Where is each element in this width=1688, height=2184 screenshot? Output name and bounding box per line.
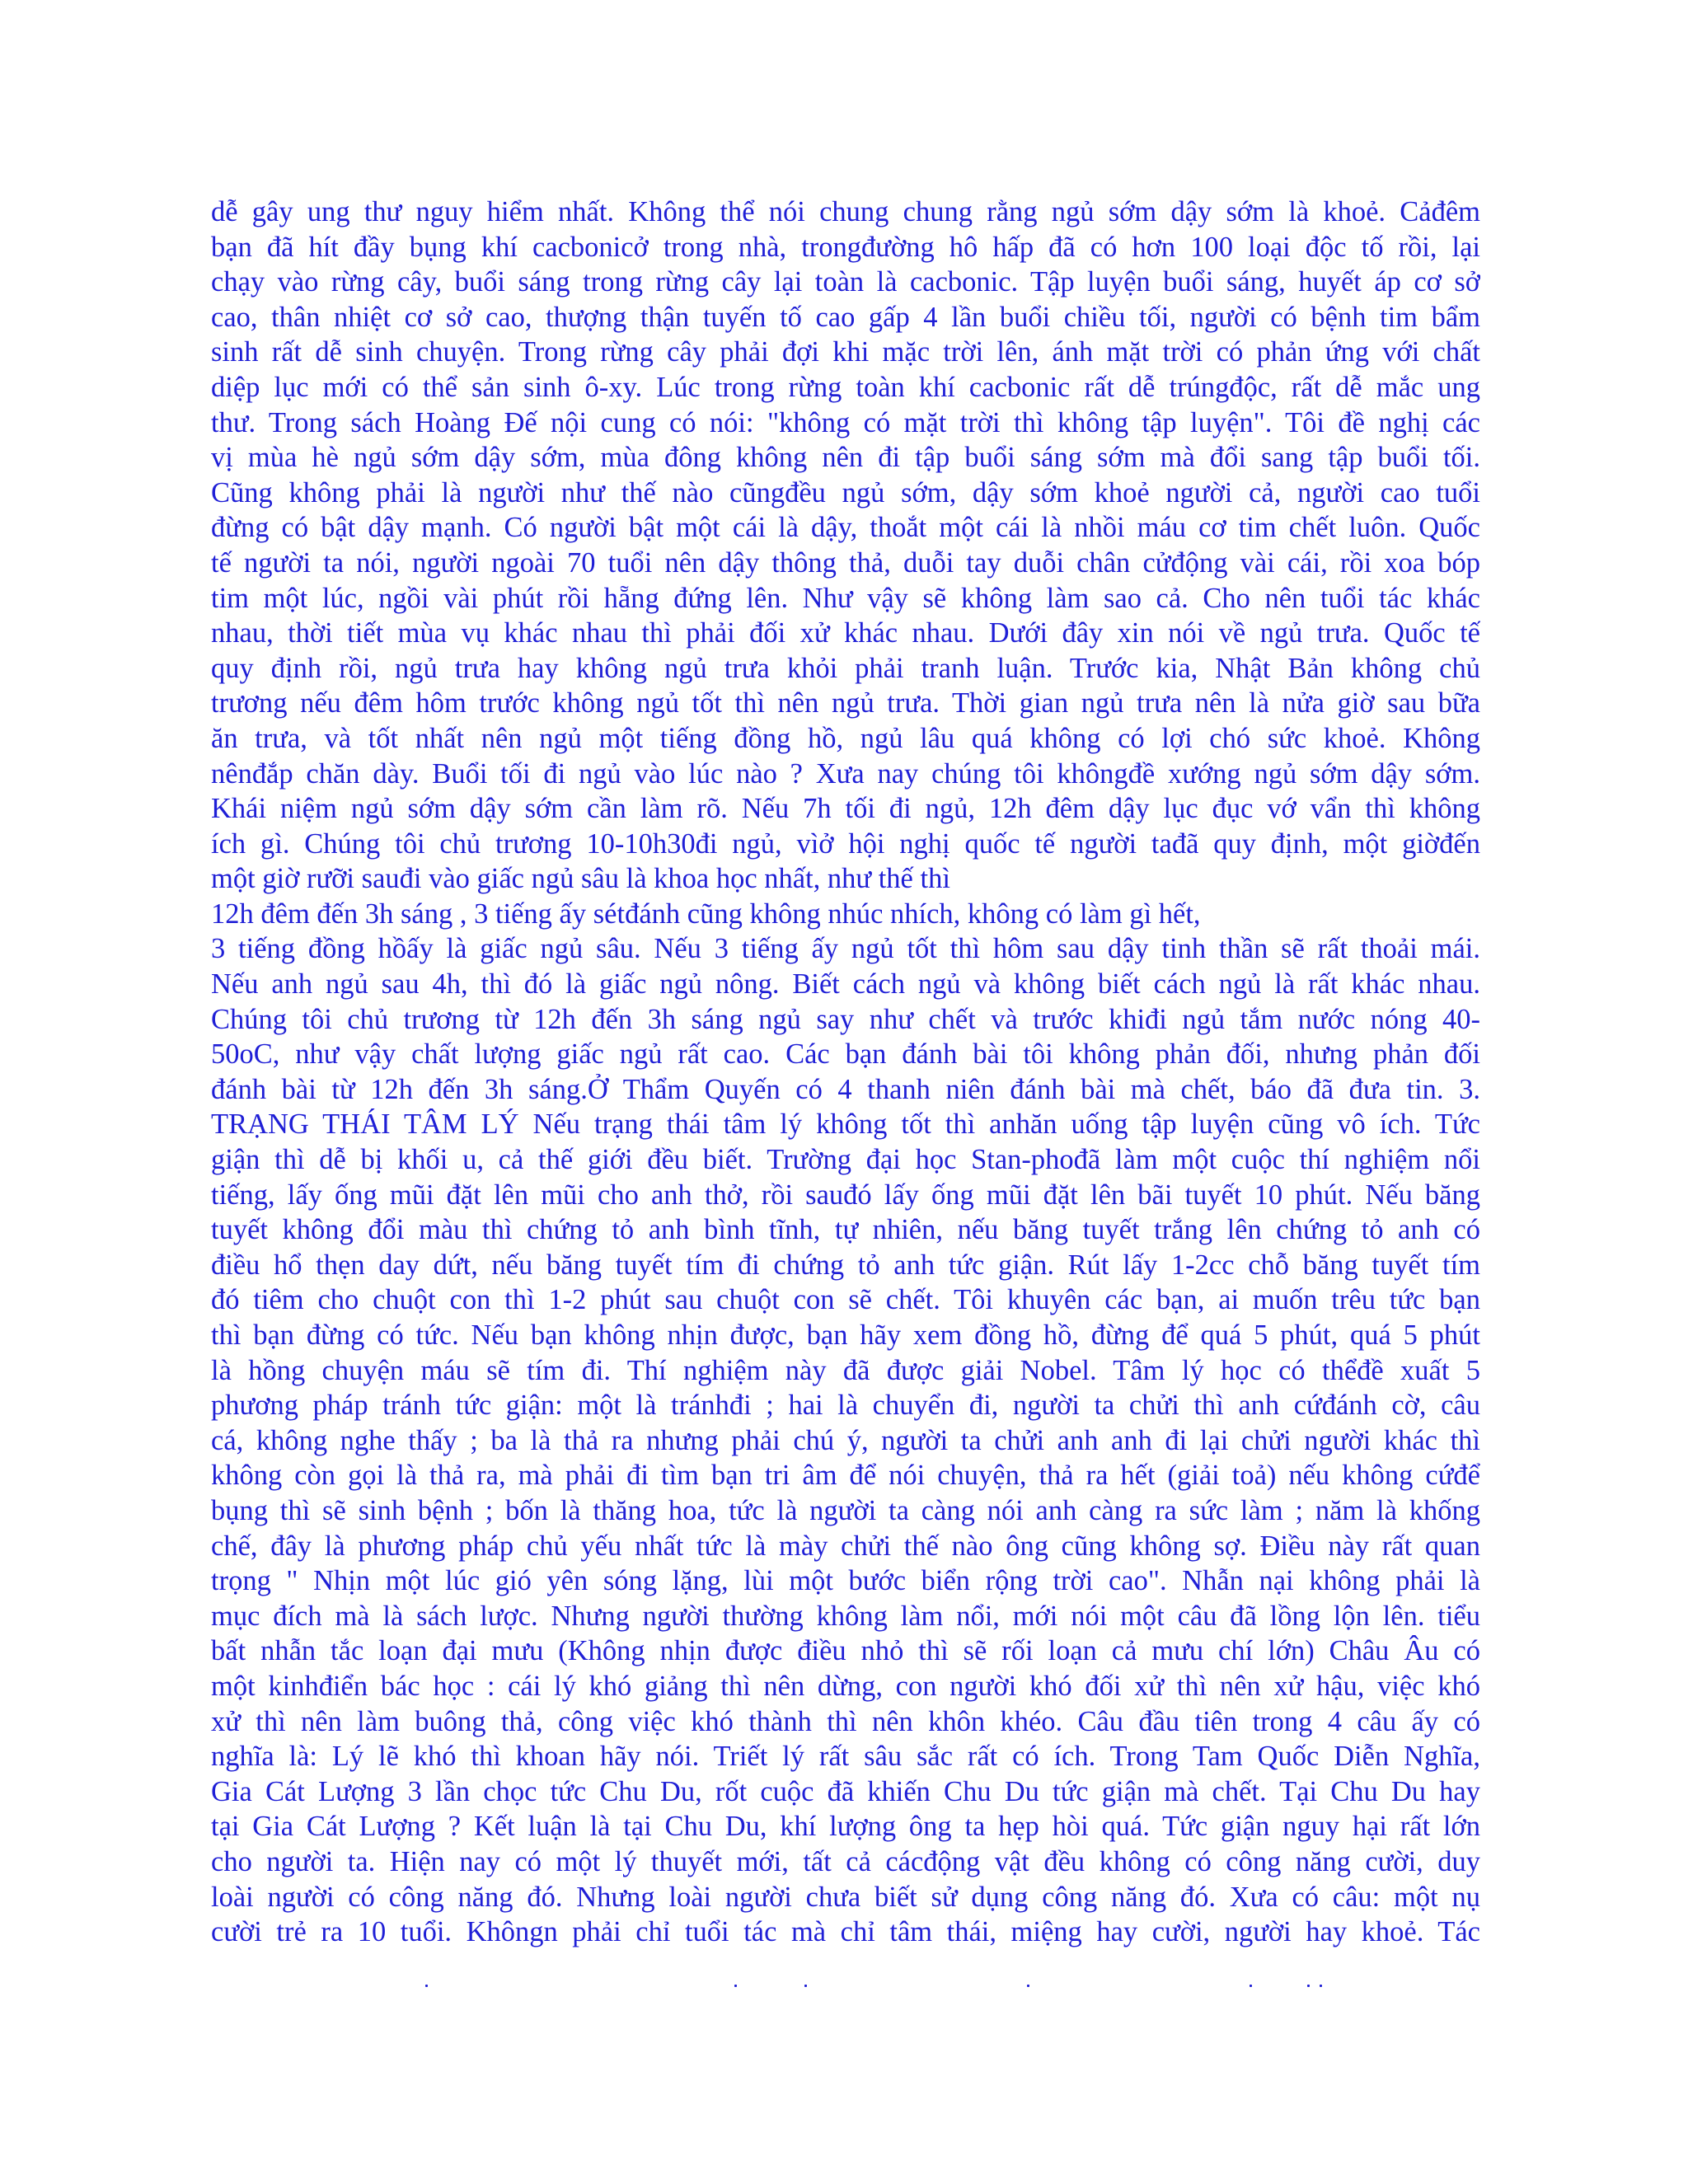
text-line: dễ gây ung thư nguy hiểm nhất. Không thể nói chung chung rằng ngủ sớm dậy sớm là khoẻ. Cảđêm	[211, 196, 1480, 227]
text-line: 12h đêm đến 3h sáng , 3 tiếng ấy sétđánh cũng không nhúc nhích, không có làm gì hết,	[211, 898, 1201, 930]
text-line: tế người ta nói, người ngoài 70 tuổi nên dậy thông thả, duỗi tay duỗi chân cửđộng vài cái, rồi xoa bóp	[211, 546, 1480, 579]
text-line: nênđắp chăn dày. Buổi tối đi ngủ vào lúc nào ? Xưa nay chúng tôi khôngđề xướng ngủ sớm dậy sớm.	[211, 757, 1480, 790]
text-line: Cũng không phải là người như thế nào cũngđều ngủ sớm, dậy sớm khoẻ người cả, người cao tuổi	[211, 476, 1480, 509]
text-line: không còn gọi là thả ra, mà phải đi tìm bạn tri âm để nói chuyện, thả ra hết (giải toả) nếu không cứđể	[211, 1460, 1480, 1492]
cut-off-glyph	[734, 1985, 737, 1987]
cut-off-glyph	[1250, 1985, 1252, 1987]
cut-off-glyph	[1307, 1985, 1310, 1987]
text-line: bụng thì sẽ sinh bệnh ; bốn là thăng hoa, tức là người ta càng nói anh càng ra sức làm ; năm là khống	[211, 1494, 1480, 1526]
text-line: sinh rất dễ sinh chuyện. Trong rừng cây phải đợi khi mặc trời lên, ánh mặt trời có phản ứng với chất	[211, 336, 1480, 368]
text-line: bạn đã hít đầy bụng khí cacbonicở trong nhà, trongđường hô hấp đã có hơn 100 loại độc tố rồi, lại	[211, 231, 1480, 263]
text-line: tuyết không đổi màu thì chứng tỏ anh bình tĩnh, tự nhiên, nếu băng tuyết trắng lên chứng tỏ anh có	[211, 1214, 1480, 1246]
text-line: thì bạn đừng có tức. Nếu bạn không nhịn được, bạn hãy xem đồng hồ, đừng để quá 5 phút, quá 5 phút	[211, 1319, 1480, 1351]
text-line: phương pháp tránh tức giận: một là tránhđi ; hai là chuyển đi, người ta chửi thì anh cứđánh cờ, câu	[211, 1390, 1480, 1422]
text-line: đó tiêm cho chuột con thì 1-2 phút sau chuột con sẽ chết. Tôi khuyên các bạn, ai muốn trêu tức bạn	[211, 1284, 1480, 1316]
text-line: chạy vào rừng cây, buổi sáng trong rừng cây lại toàn là cacbonic. Tập luyện buổi sáng, huyết áp cơ sở	[211, 266, 1480, 298]
text-line: mục đích mà là sách lược. Nhưng người thường không làm nổi, mới nói một câu đã lồng lộn lên. tiểu	[211, 1600, 1480, 1632]
text-line: tim một lúc, ngồi vài phút rồi hẵng đứng lên. Như vậy sẽ không làm sao cả. Cho nên tuổi tác khác	[211, 582, 1480, 614]
text-line: TRẠNG THÁI TÂM LÝ Nếu trạng thái tâm lý không tốt thì anhăn uống tập luyện cũng vô ích. Tức	[211, 1108, 1480, 1141]
text-line: bất nhẫn tắc loạn đại mưu (Không nhịn được điều nhỏ thì sẽ rối loạn cả mưu chí lớn) Châu Âu có	[211, 1635, 1480, 1667]
text-line: một giờ rưỡi sauđi vào giấc ngủ sâu là khoa học nhất, như thế thì	[211, 863, 950, 895]
text-line: nhau, thời tiết mùa vụ khác nhau thì phải đối xử khác nhau. Dưới đây xin nói về ngủ trưa. Quốc tế	[211, 617, 1480, 649]
text-line: tại Gia Cát Lượng ? Kết luận là tại Chu Du, khí lượng ông ta hẹp hòi quá. Tức giận nguy hại rất lớn	[211, 1811, 1480, 1843]
cut-off-glyph	[804, 1985, 807, 1987]
text-line: chế, đây là phương pháp chủ yếu nhất tức là mày chửi thế nào ông cũng không sợ. Điều này rất quan	[211, 1530, 1480, 1562]
cut-off-glyph	[1027, 1985, 1029, 1987]
text-line: cho người ta. Hiện nay có một lý thuyết mới, tất cả cácđộng vật đều không có công năng cười, duy	[211, 1845, 1480, 1877]
text-line: tiếng, lấy ống mũi đặt lên mũi cho anh thở, rồi sauđó lấy ống mũi đặt lên bãi tuyết 10 phút. Nếu băng	[211, 1179, 1480, 1211]
text-line: thư. Trong sách Hoàng Đế nội cung có nói: "không có mặt trời thì không tập luyện". Tôi đề nghị các	[211, 406, 1480, 438]
text-line: là hồng chuyện máu sẽ tím đi. Thí nghiệm này đã được giải Nobel. Tâm lý học có thểđề xuất 5	[211, 1354, 1480, 1386]
text-line: Nếu anh ngủ sau 4h, thì đó là giấc ngủ nông. Biết cách ngủ và không biết cách ngủ là rất khác nhau.	[211, 968, 1480, 1001]
text-line: trọng " Nhịn một lúc gió yên sóng lặng, lùi một bước biển rộng trời cao". Nhẫn nại không phải là	[211, 1565, 1480, 1597]
text-line: đánh bài từ 12h đến 3h sáng.Ở Thẩm Quyến có 4 thanh niên đánh bài mà chết, báo đã đưa tin. 3.	[211, 1073, 1480, 1105]
text-line: Khái niệm ngủ sớm dậy sớm cần làm rõ. Nếu 7h tối đi ngủ, 12h đêm dậy lục đục vớ vẩn thì không	[211, 793, 1480, 825]
text-line: vị mùa hè ngủ sớm dậy sớm, mùa đông không nên đi tập buổi sáng sớm mà đổi sang tập buổi tối.	[211, 442, 1480, 474]
text-line: 50oC, như vậy chất lượng giấc ngủ rất cao. Các bạn đánh bài tôi không phản đối, nhưng phản đối	[211, 1038, 1480, 1071]
text-line: cao, thân nhiệt cơ sở cao, thượng thận tuyến tố cao gấp 4 lần buổi chiều tối, người có bệnh tim bẩm	[211, 301, 1480, 333]
text-line: quy định rồi, ngủ trưa hay không ngủ trưa khỏi phải tranh luận. Trước kia, Nhật Bản không chủ	[211, 652, 1480, 684]
text-line: đừng có bật dậy mạnh. Có người bật một cái là dậy, thoắt một cái là nhồi máu cơ tim chết luôn. Quốc	[211, 512, 1480, 544]
text-line: cười trẻ ra 10 tuổi. Khôngn phải chỉ tuổi tác mà chỉ tâm thái, miệng hay cười, người hay khoẻ. Tác	[211, 1916, 1480, 1948]
text-line: diệp lục mới có thể sản sinh ô-xy. Lúc trong rừng toàn khí cacbonic rất dễ trúngđộc, rất dễ mắc ung	[211, 371, 1480, 403]
text-line: trương nếu đêm hôm trước không ngủ tốt thì nên ngủ trưa. Thời gian ngủ trưa nên là nửa giờ sau bữa	[211, 687, 1480, 719]
text-line: xử thì nên làm buông thả, công việc khó thành thì nên khôn khéo. Câu đầu tiên trong 4 câu ấy có	[211, 1705, 1480, 1737]
text-line: giận thì dễ bị khối u, cả thế giới đều biết. Trường đại học Stan-phođã làm một cuộc thí nghiệm nổi	[211, 1144, 1480, 1176]
text-line: Gia Cát Lượng 3 lần chọc tức Chu Du, rốt cuộc đã khiến Chu Du tức giận mà chết. Tại Chu Du hay	[211, 1775, 1480, 1807]
cut-off-text-line	[211, 1981, 1480, 1993]
cut-off-glyph	[425, 1985, 428, 1987]
text-line: ích gì. Chúng tôi chủ trương 10-10h30đi ngủ, vìở hội nghị quốc tế người tađã quy định, một giờđến	[211, 827, 1480, 860]
text-line: loài người có công năng đó. Nhưng loài người chưa biết sử dụng công năng đó. Xưa có câu: một nụ	[211, 1881, 1480, 1913]
text-line: nghĩa là: Lý lẽ khó thì khoan hãy nói. Triết lý rất sâu sắc rất có ích. Trong Tam Quốc Diễn Nghĩa,	[211, 1741, 1480, 1773]
text-line: ăn trưa, và tốt nhất nên ngủ một tiếng đồng hồ, ngủ lâu quá không có lợi chó sức khoẻ. Không	[211, 722, 1480, 754]
text-line: một kinhđiển bác học : cái lý khó giảng thì nên dừng, con người khó đối xử thì nên xử hậu, việc khó	[211, 1670, 1480, 1702]
text-line: cá, không nghe thấy ; ba là thả ra nhưng phải chú ý, người ta chửi anh anh đi lại chửi người khác thì	[211, 1424, 1480, 1456]
body-text	[211, 194, 1480, 1950]
cut-off-glyph	[1320, 1985, 1322, 1987]
text-line: điều hổ thẹn day dứt, nếu băng tuyết tím đi chứng tỏ anh tức giận. Rút lấy 1-2cc chỗ băng tuyết tím	[211, 1249, 1480, 1281]
text-line: 3 tiếng đồng hồấy là giấc ngủ sâu. Nếu 3 tiếng ấy ngủ tốt thì hôm sau dậy tinh thần sẽ rất thoải mái.	[211, 933, 1480, 965]
text-line: Chúng tôi chủ trương từ 12h đến 3h sáng ngủ say như chết và trước khiđi ngủ tắm nước nóng 40-	[211, 1003, 1480, 1035]
